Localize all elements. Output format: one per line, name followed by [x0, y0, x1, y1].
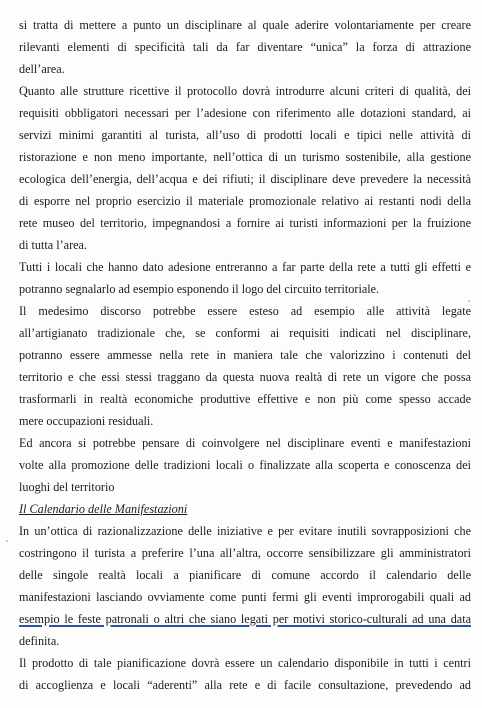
text-line: definita.	[19, 634, 60, 648]
text-line: territorio e che essi stessi traggano da questa nuova realtà di rete un vigore che possa	[19, 370, 471, 384]
text-line: Il prodotto di tale pianificazione dovrà essere un calendario disponibile in tutti i centri	[19, 656, 471, 670]
text-line: Il medesimo discorso potrebbe essere esteso ad esempio alle attività legate	[19, 304, 471, 318]
text-line: rilevanti elementi di specificità tali da far diventare “unica” la forza di attrazione	[19, 40, 471, 54]
text-line: di accoglienza e locali “aderenti” alla rete e di facile consultazione, prevedendo ad	[19, 678, 471, 692]
text-line: costringono il turista a preferire l’una all’altra, occorre sensibilizzare gli amministratori	[19, 546, 471, 560]
text-line: si tratta di mettere a punto un disciplinare al quale aderire volontariamente per creare	[19, 18, 471, 32]
section-heading: Il Calendario delle Manifestazioni	[19, 502, 188, 516]
scan-speck	[468, 300, 470, 302]
text-line: all’artigianato tradizionale che, se conformi ai requisiti indicati nel disciplinare,	[19, 326, 471, 340]
text-line: volte alla promozione delle tradizioni locali o finalizzate alla scoperta e conoscenza dei	[19, 458, 471, 472]
text-line: Tutti i locali che hanno dato adesione entreranno a far parte della rete a tutti gli effetti e	[19, 260, 471, 274]
text-line: potranno segnalarlo ad esempio esponendo il logo del circuito territoriale.	[19, 282, 380, 296]
text-line: potranno essere ammesse nella rete in maniera tale che valorizzino i contenuti del	[19, 348, 471, 362]
scan-speck	[6, 540, 8, 542]
text-line: di tutta l’area.	[19, 238, 88, 252]
text-line: delle singole realtà locali a pianificare di comune accordo il calendario delle	[19, 568, 471, 582]
text-line: ecologica dell’energia, dell’acqua e dei rifiuti; il disciplinare deve prevedere la necessità	[19, 172, 471, 186]
text-line: trasformarli in realtà economiche produttive effettive e non più come spesso accade	[19, 392, 471, 406]
text-line: mere occupazioni residuali.	[19, 414, 154, 428]
text-line: ristorazione e non meno importante, nell’ottica di un turismo sostenibile, alla gestione	[19, 150, 471, 164]
text-line: Quanto alle strutture ricettive il protocollo dovrà introdurre alcuni criteri di qualità, dei	[19, 84, 471, 98]
text-line: requisiti obbligatori necessari per l’adesione con riferimento alle dotazioni standard, ai	[19, 106, 471, 120]
text-line: In un’ottica di razionalizzazione delle iniziative e per evitare inutili sovrapposizioni che	[19, 524, 471, 538]
text-line: luoghi del territorio	[19, 480, 115, 494]
underlined-text-line: esempio le feste patronali o altri che siano legati per motivi storico-culturali ad una data	[19, 612, 471, 626]
text-line: di esporre nel proprio esercizio il materiale promozionale relativo ai restanti nodi della	[19, 194, 471, 208]
text-line: dell’area.	[19, 62, 65, 76]
text-line: rete museo del territorio, impegnandosi a fornire ai turisti informazioni per la fruizione	[19, 216, 471, 230]
text-line: Ed ancora si potrebbe pensare di coinvolgere nel disciplinare eventi e manifestazioni	[19, 436, 471, 450]
text-line: manifestazioni lasciando ovviamente come punti fermi gli eventi improrogabili quali ad	[19, 590, 471, 604]
text-line: servizi minimi garantiti al turista, all’uso di prodotti locali e tipici nelle attività di	[19, 128, 471, 142]
